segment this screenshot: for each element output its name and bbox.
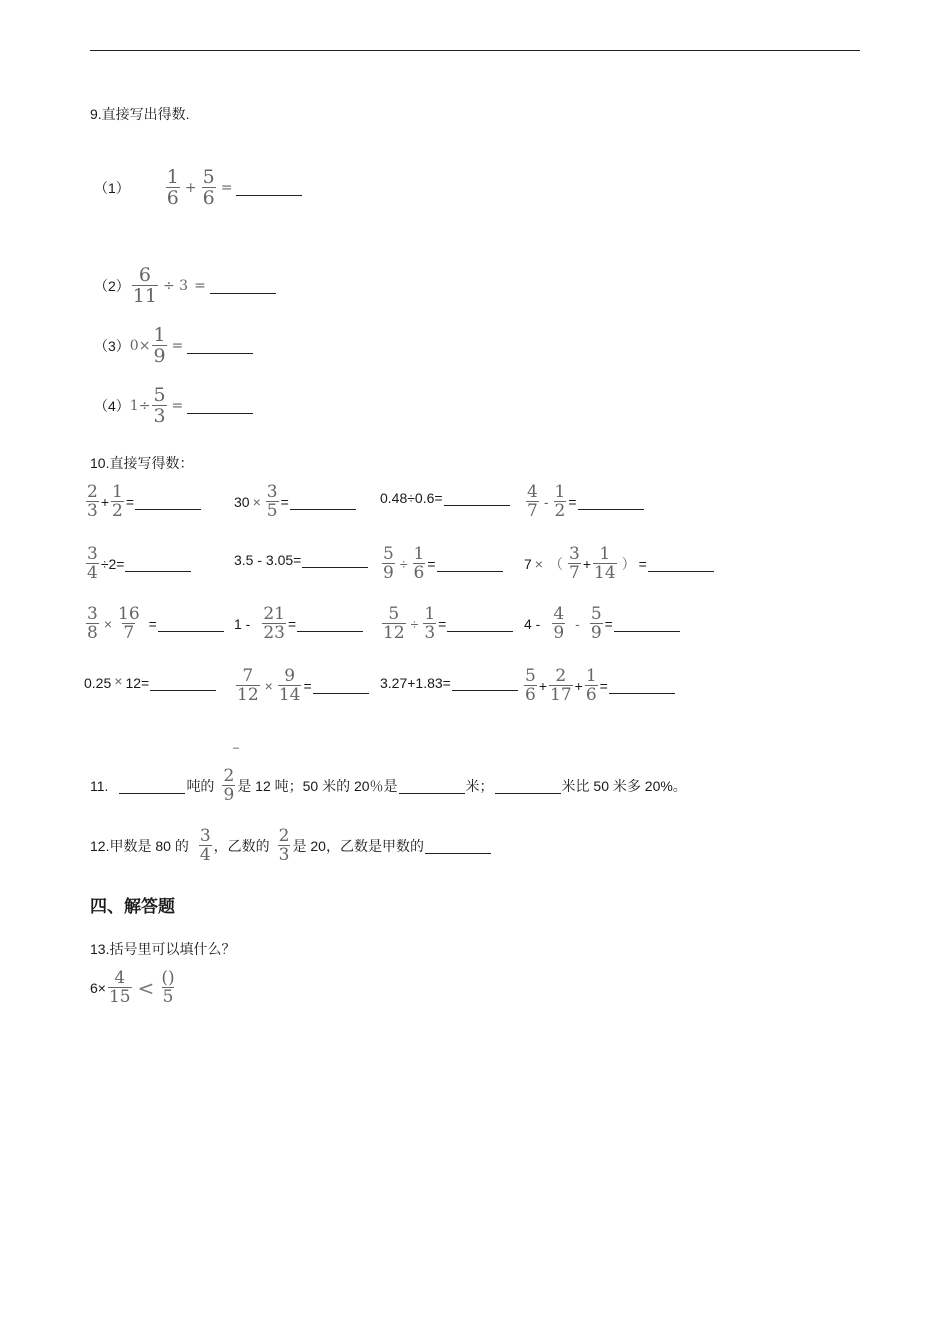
stray-dash-mark: – <box>233 742 240 754</box>
q12-text-2: ，乙数的 <box>213 838 270 854</box>
operand: 1 - <box>234 616 251 632</box>
answer-blank[interactable] <box>297 617 363 632</box>
fraction: 3 7 <box>568 544 580 583</box>
q10-r3c1 <box>84 606 225 642</box>
divide-sign: ÷ <box>399 556 408 572</box>
equals-sign: = <box>171 398 184 414</box>
plus-sign: + <box>184 180 197 196</box>
q9-item-4 <box>94 386 254 426</box>
q11-text-3: 米； <box>465 778 494 794</box>
fraction: $\frac{4}{15}$ <box>108 968 131 1007</box>
equals-sign: = <box>220 180 233 196</box>
fraction: 2 3 <box>87 482 98 521</box>
q11-line <box>90 768 687 804</box>
divide-expression: 1÷ <box>129 398 151 414</box>
equals-sign: = <box>303 678 312 694</box>
answer-blank[interactable] <box>425 839 491 854</box>
q10-r2c4 <box>524 546 715 582</box>
plus-sign: + <box>538 678 548 694</box>
header-rule <box>90 50 860 51</box>
q12-line <box>90 828 492 864</box>
answer-blank[interactable] <box>187 399 253 414</box>
q9-item-3 <box>94 326 254 366</box>
operand: 7 <box>524 556 532 572</box>
q10-r1c4 <box>524 484 645 520</box>
q10-r3c3 <box>380 606 514 642</box>
q13-title: 13.括号里可以填什么？ <box>90 941 236 957</box>
times-expression: 0× <box>129 338 151 354</box>
fraction: $\frac{1}{6}$ <box>585 666 597 705</box>
answer-blank[interactable] <box>452 676 518 691</box>
answer-blank[interactable] <box>447 617 513 632</box>
left-paren: （ <box>548 556 563 572</box>
q10-r4c2 <box>234 668 370 704</box>
minus-sign: - <box>543 494 549 510</box>
fraction: $\frac{2}{17}$ <box>550 666 572 705</box>
fraction: 3 4 <box>199 826 211 865</box>
q10-r2c2 <box>234 546 369 584</box>
operand: 30 <box>234 494 250 510</box>
fraction: $\frac{3}{5}$ <box>266 482 278 521</box>
q10-r1c3 <box>380 484 511 522</box>
q9-item-1 <box>94 168 303 208</box>
q11-text-2: 是 12 吨；50 米的 20％是 <box>237 778 398 794</box>
fraction: $\frac{1}{2}$ <box>554 482 566 521</box>
operand: 6× <box>90 980 106 996</box>
equals-sign: = <box>280 494 289 510</box>
expression: 3.27+1.83= <box>380 675 451 691</box>
expression: 12= <box>125 675 150 691</box>
operand: 0.25 <box>84 675 112 691</box>
q9-item-label: （4） <box>94 398 130 414</box>
q10-r4c4 <box>522 668 676 704</box>
fraction: $\frac{5}{3}$ <box>153 384 166 427</box>
equals-sign: = <box>125 494 135 510</box>
fraction: 2 3 <box>278 826 290 865</box>
q9-title: 9.直接写出得数. <box>90 106 190 122</box>
times-sign: × <box>252 494 261 510</box>
equals-sign: = <box>604 616 613 632</box>
answer-blank[interactable] <box>444 491 510 506</box>
q13-expression <box>90 970 178 1006</box>
q9-item-2 <box>94 266 277 306</box>
answer-blank[interactable] <box>302 553 368 568</box>
divide-sign: ÷ <box>410 616 419 632</box>
equals-sign: = <box>171 338 184 354</box>
answer-blank[interactable] <box>399 779 465 794</box>
expression: 0.48÷0.6= <box>380 490 443 506</box>
less-than-sign: < <box>137 976 155 1000</box>
equals-sign: = <box>568 494 577 510</box>
expression: ÷2= <box>100 556 125 572</box>
fraction: $\frac{16}{7}$ <box>118 604 140 643</box>
equals-sign: = <box>427 556 436 572</box>
answer-blank[interactable] <box>158 617 224 632</box>
operand: 4 - <box>524 616 541 632</box>
expression: 3.5 - 3.05= <box>234 552 302 568</box>
q9-item-label: （3） <box>94 338 130 354</box>
equals-sign: = <box>638 556 647 572</box>
plus-sign: + <box>582 556 591 572</box>
equals-sign: = <box>148 616 157 632</box>
q10-r2c1 <box>84 546 192 582</box>
fraction: $\frac{5}{6}$ <box>202 166 215 209</box>
times-sign: × <box>264 678 273 694</box>
q10-r4c3 <box>380 668 519 706</box>
answer-blank[interactable] <box>290 495 356 510</box>
fraction: 5 6 <box>525 666 536 705</box>
q12-text-3: 是 20，乙数是甲数的 <box>292 838 424 854</box>
q11-text-4: 米比 50 米多 20%。 <box>561 778 687 794</box>
q11-text-1: 吨的 <box>186 778 215 794</box>
fraction: $\frac{21}{23}$ <box>263 604 285 643</box>
fraction: 1 6 <box>166 166 179 209</box>
fraction: $\frac{5}{9}$ <box>383 544 394 583</box>
q9-item-label: （2） <box>94 278 130 294</box>
answer-blank[interactable] <box>187 339 253 354</box>
answer-blank[interactable] <box>495 779 561 794</box>
fraction: $\frac{5}{12}$ <box>383 604 405 643</box>
fraction: $\frac{1}{3}$ <box>424 604 436 643</box>
fraction: $\frac{1}{2}$ <box>112 482 123 521</box>
answer-blank[interactable] <box>648 557 714 572</box>
q9-item-label: （1） <box>94 180 130 196</box>
plus-sign: + <box>100 494 110 510</box>
fraction: 4 7 <box>527 482 538 521</box>
q10-r1c1 <box>84 484 202 520</box>
fraction: $\frac{7}{12}$ <box>237 666 259 705</box>
equals-sign: = <box>599 678 608 694</box>
answer-blank[interactable] <box>578 495 644 510</box>
fraction-with-blank[interactable]: () 5 <box>161 968 175 1007</box>
fraction: 2 9 <box>223 766 235 805</box>
answer-blank[interactable] <box>125 557 191 572</box>
q10-r3c4 <box>524 606 681 642</box>
fraction: $\frac{1}{9}$ <box>153 324 166 367</box>
fraction: 4 9 <box>553 604 565 643</box>
q10-r4c1 <box>84 668 217 706</box>
times-sign: × <box>103 616 113 632</box>
fraction: $\frac{3}{4}$ <box>87 544 98 583</box>
equals-sign: = <box>438 616 447 632</box>
answer-blank[interactable] <box>135 495 201 510</box>
equals-sign: = <box>287 616 297 632</box>
equals-sign: = <box>194 278 206 294</box>
fraction: $\frac{6}{11}$ <box>132 264 157 307</box>
answer-blank[interactable] <box>150 676 216 691</box>
q10-r2c3 <box>380 546 504 582</box>
answer-blank[interactable] <box>236 181 302 196</box>
q11-number: 11. <box>90 778 109 794</box>
answer-blank[interactable] <box>210 279 276 294</box>
answer-blank[interactable] <box>119 779 185 794</box>
fraction: $\frac{1}{14}$ <box>594 544 616 583</box>
fraction: $\frac{3}{8}$ <box>87 604 98 643</box>
plus-sign: + <box>574 678 583 694</box>
answer-blank[interactable] <box>614 617 680 632</box>
right-paren: ） <box>621 556 636 572</box>
answer-blank[interactable] <box>609 679 675 694</box>
fraction: $\frac{1}{6}$ <box>413 544 425 583</box>
q10-r1c2 <box>234 484 357 520</box>
section-title: 四、解答题 <box>90 897 175 917</box>
fraction: $\frac{9}{14}$ <box>278 666 301 705</box>
q10-r3c2 <box>234 606 364 642</box>
answer-blank[interactable] <box>313 679 369 694</box>
minus-sign: - <box>575 616 580 632</box>
times-sign: × <box>534 556 543 572</box>
fraction: $\frac{5}{9}$ <box>590 604 602 643</box>
q12-text-1: 12.甲数是 80 的 <box>90 838 189 854</box>
answer-blank[interactable] <box>437 557 503 572</box>
divide-expression: ÷ 3 <box>162 278 189 294</box>
times-sign: × <box>114 673 123 689</box>
q10-title: 10.直接写得数： <box>90 455 194 471</box>
